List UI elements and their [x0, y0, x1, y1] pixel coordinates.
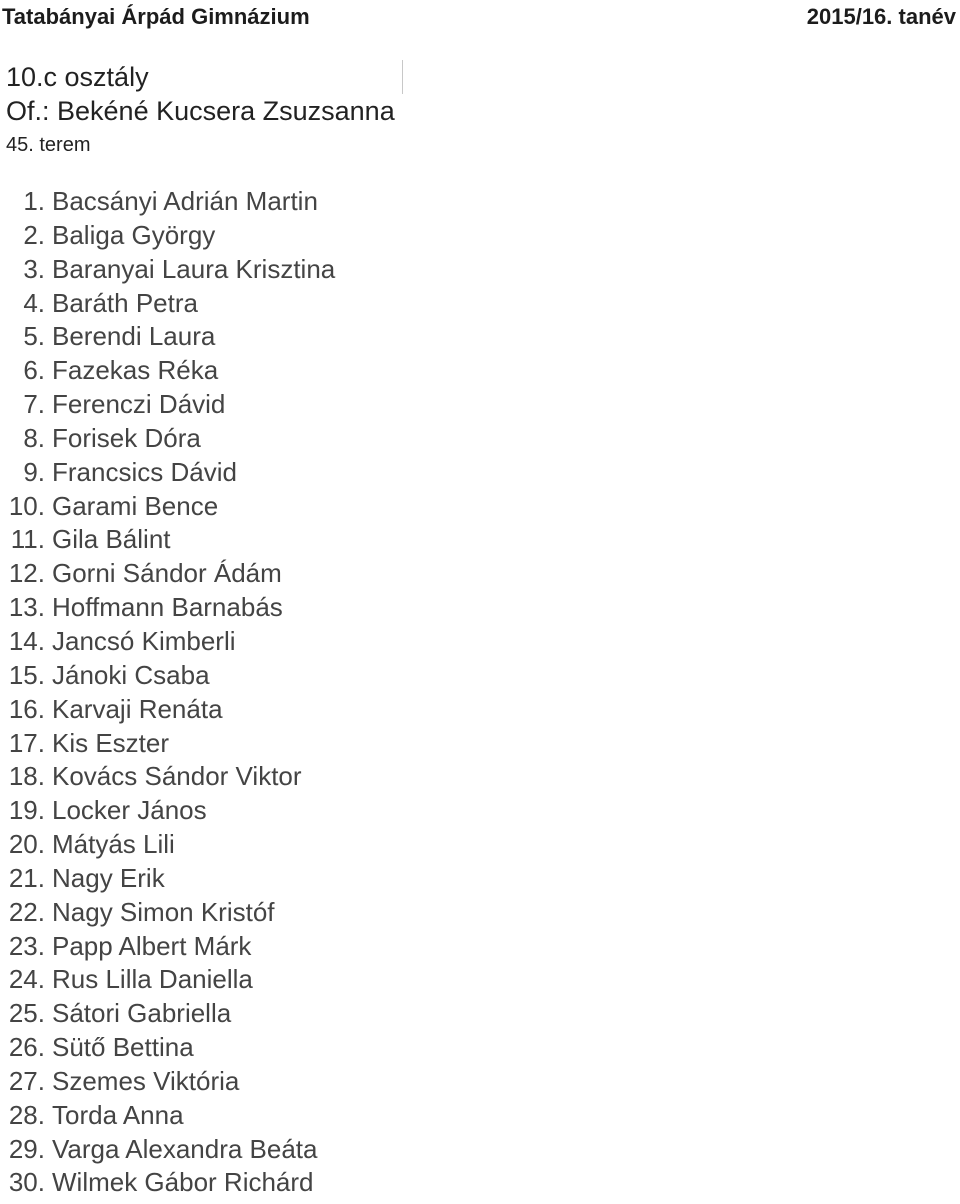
student-row	[0, 287, 335, 321]
student-number: 27.	[8, 1065, 45, 1096]
student-name: Varga Alexandra Beáta	[52, 1133, 318, 1164]
student-row	[0, 422, 335, 456]
student-number: 23.	[8, 930, 45, 961]
student-row	[0, 760, 335, 794]
school-year: 2015/16. tanév	[806, 4, 956, 29]
student-name: Baliga György	[52, 219, 216, 250]
student-name: Karvaji Renáta	[52, 693, 223, 724]
student-row	[0, 456, 335, 490]
student-number: 12.	[8, 558, 45, 589]
student-name: Nagy Erik	[52, 862, 165, 893]
student-row	[0, 963, 335, 997]
student-number: 15.	[8, 659, 45, 690]
student-row	[0, 253, 335, 287]
student-number: 29.	[8, 1133, 45, 1164]
student-row	[0, 727, 335, 761]
room-number: 45. terem	[6, 134, 91, 156]
student-row	[0, 828, 335, 862]
student-number: 30.	[8, 1167, 45, 1198]
class-teacher: Of.: Bekéné Kucsera Zsuzsanna	[6, 96, 395, 126]
student-row	[0, 591, 335, 625]
student-name: Baráth Petra	[52, 287, 198, 318]
student-row	[0, 1166, 335, 1200]
student-row	[0, 997, 335, 1031]
student-number: 28.	[8, 1099, 45, 1130]
student-number: 16.	[8, 693, 45, 724]
student-name: Gorni Sándor Ádám	[52, 558, 282, 589]
student-number: 10.	[8, 490, 45, 521]
student-row	[0, 794, 335, 828]
student-name: Baranyai Laura Krisztina	[52, 253, 336, 284]
student-row	[0, 659, 335, 693]
student-number: 8.	[23, 422, 45, 453]
student-number: 24.	[8, 964, 45, 995]
student-number: 11.	[10, 524, 45, 555]
student-row	[0, 1065, 335, 1099]
student-name: Jánoki Csaba	[52, 659, 210, 690]
student-name: Forisek Dóra	[52, 422, 201, 453]
student-name: Locker János	[52, 795, 207, 826]
student-row	[0, 523, 335, 557]
student-name: Kis Eszter	[52, 727, 170, 758]
class-name: 10.c osztály	[6, 62, 149, 92]
student-number: 21.	[8, 862, 45, 893]
student-row	[0, 862, 335, 896]
student-list	[0, 185, 335, 1200]
student-name: Nagy Simon Kristóf	[52, 896, 275, 927]
student-name: Rus Lilla Daniella	[52, 964, 253, 995]
student-name: Wilmek Gábor Richárd	[52, 1167, 314, 1198]
student-name: Hoffmann Barnabás	[52, 592, 283, 623]
student-row	[0, 1133, 335, 1167]
student-number: 9.	[23, 456, 45, 487]
student-name: Kovács Sándor Viktor	[52, 761, 302, 792]
student-number: 6.	[23, 355, 45, 386]
student-name: Berendi Laura	[52, 321, 216, 352]
class-info	[6, 60, 395, 160]
student-row	[0, 896, 335, 930]
student-number: 19.	[8, 795, 45, 826]
student-row	[0, 388, 335, 422]
student-row	[0, 625, 335, 659]
student-number: 22.	[8, 896, 45, 927]
student-number: 3.	[23, 253, 45, 284]
student-number: 5.	[23, 321, 45, 352]
student-name: Szemes Viktória	[52, 1065, 240, 1096]
student-row	[0, 1031, 335, 1065]
student-number: 1.	[23, 186, 45, 216]
student-row	[0, 1099, 335, 1133]
student-number: 18.	[8, 761, 45, 792]
student-name: Papp Albert Márk	[52, 930, 252, 961]
student-row	[0, 490, 335, 524]
student-number: 7.	[23, 389, 45, 420]
vertical-divider	[402, 60, 403, 94]
student-number: 14.	[8, 625, 45, 656]
student-number: 17.	[8, 727, 45, 758]
student-row	[0, 219, 335, 253]
student-number: 13.	[8, 592, 45, 623]
student-row	[0, 354, 335, 388]
student-number: 4.	[23, 287, 45, 318]
student-row	[0, 930, 335, 964]
student-row	[0, 557, 335, 591]
student-number: 2.	[23, 219, 45, 250]
student-number: 26.	[8, 1032, 45, 1063]
student-name: Mátyás Lili	[52, 829, 175, 860]
student-name: Ferenczi Dávid	[52, 389, 226, 420]
student-row	[0, 320, 335, 354]
student-name: Bacsányi Adrián Martin	[52, 186, 318, 216]
school-name: Tatabányai Árpád Gimnázium	[2, 4, 310, 29]
student-name: Torda Anna	[52, 1099, 184, 1130]
student-number: 20.	[8, 829, 45, 860]
student-row	[0, 185, 335, 219]
student-name: Sütő Bettina	[52, 1032, 194, 1063]
student-row	[0, 693, 335, 727]
page-header	[0, 0, 960, 34]
student-name: Garami Bence	[52, 490, 219, 521]
student-name: Francsics Dávid	[52, 456, 237, 487]
student-number: 25.	[8, 998, 45, 1029]
student-name: Sátori Gabriella	[52, 998, 232, 1029]
student-name: Gila Bálint	[52, 524, 171, 555]
student-name: Fazekas Réka	[52, 355, 219, 386]
student-name: Jancsó Kimberli	[52, 625, 236, 656]
